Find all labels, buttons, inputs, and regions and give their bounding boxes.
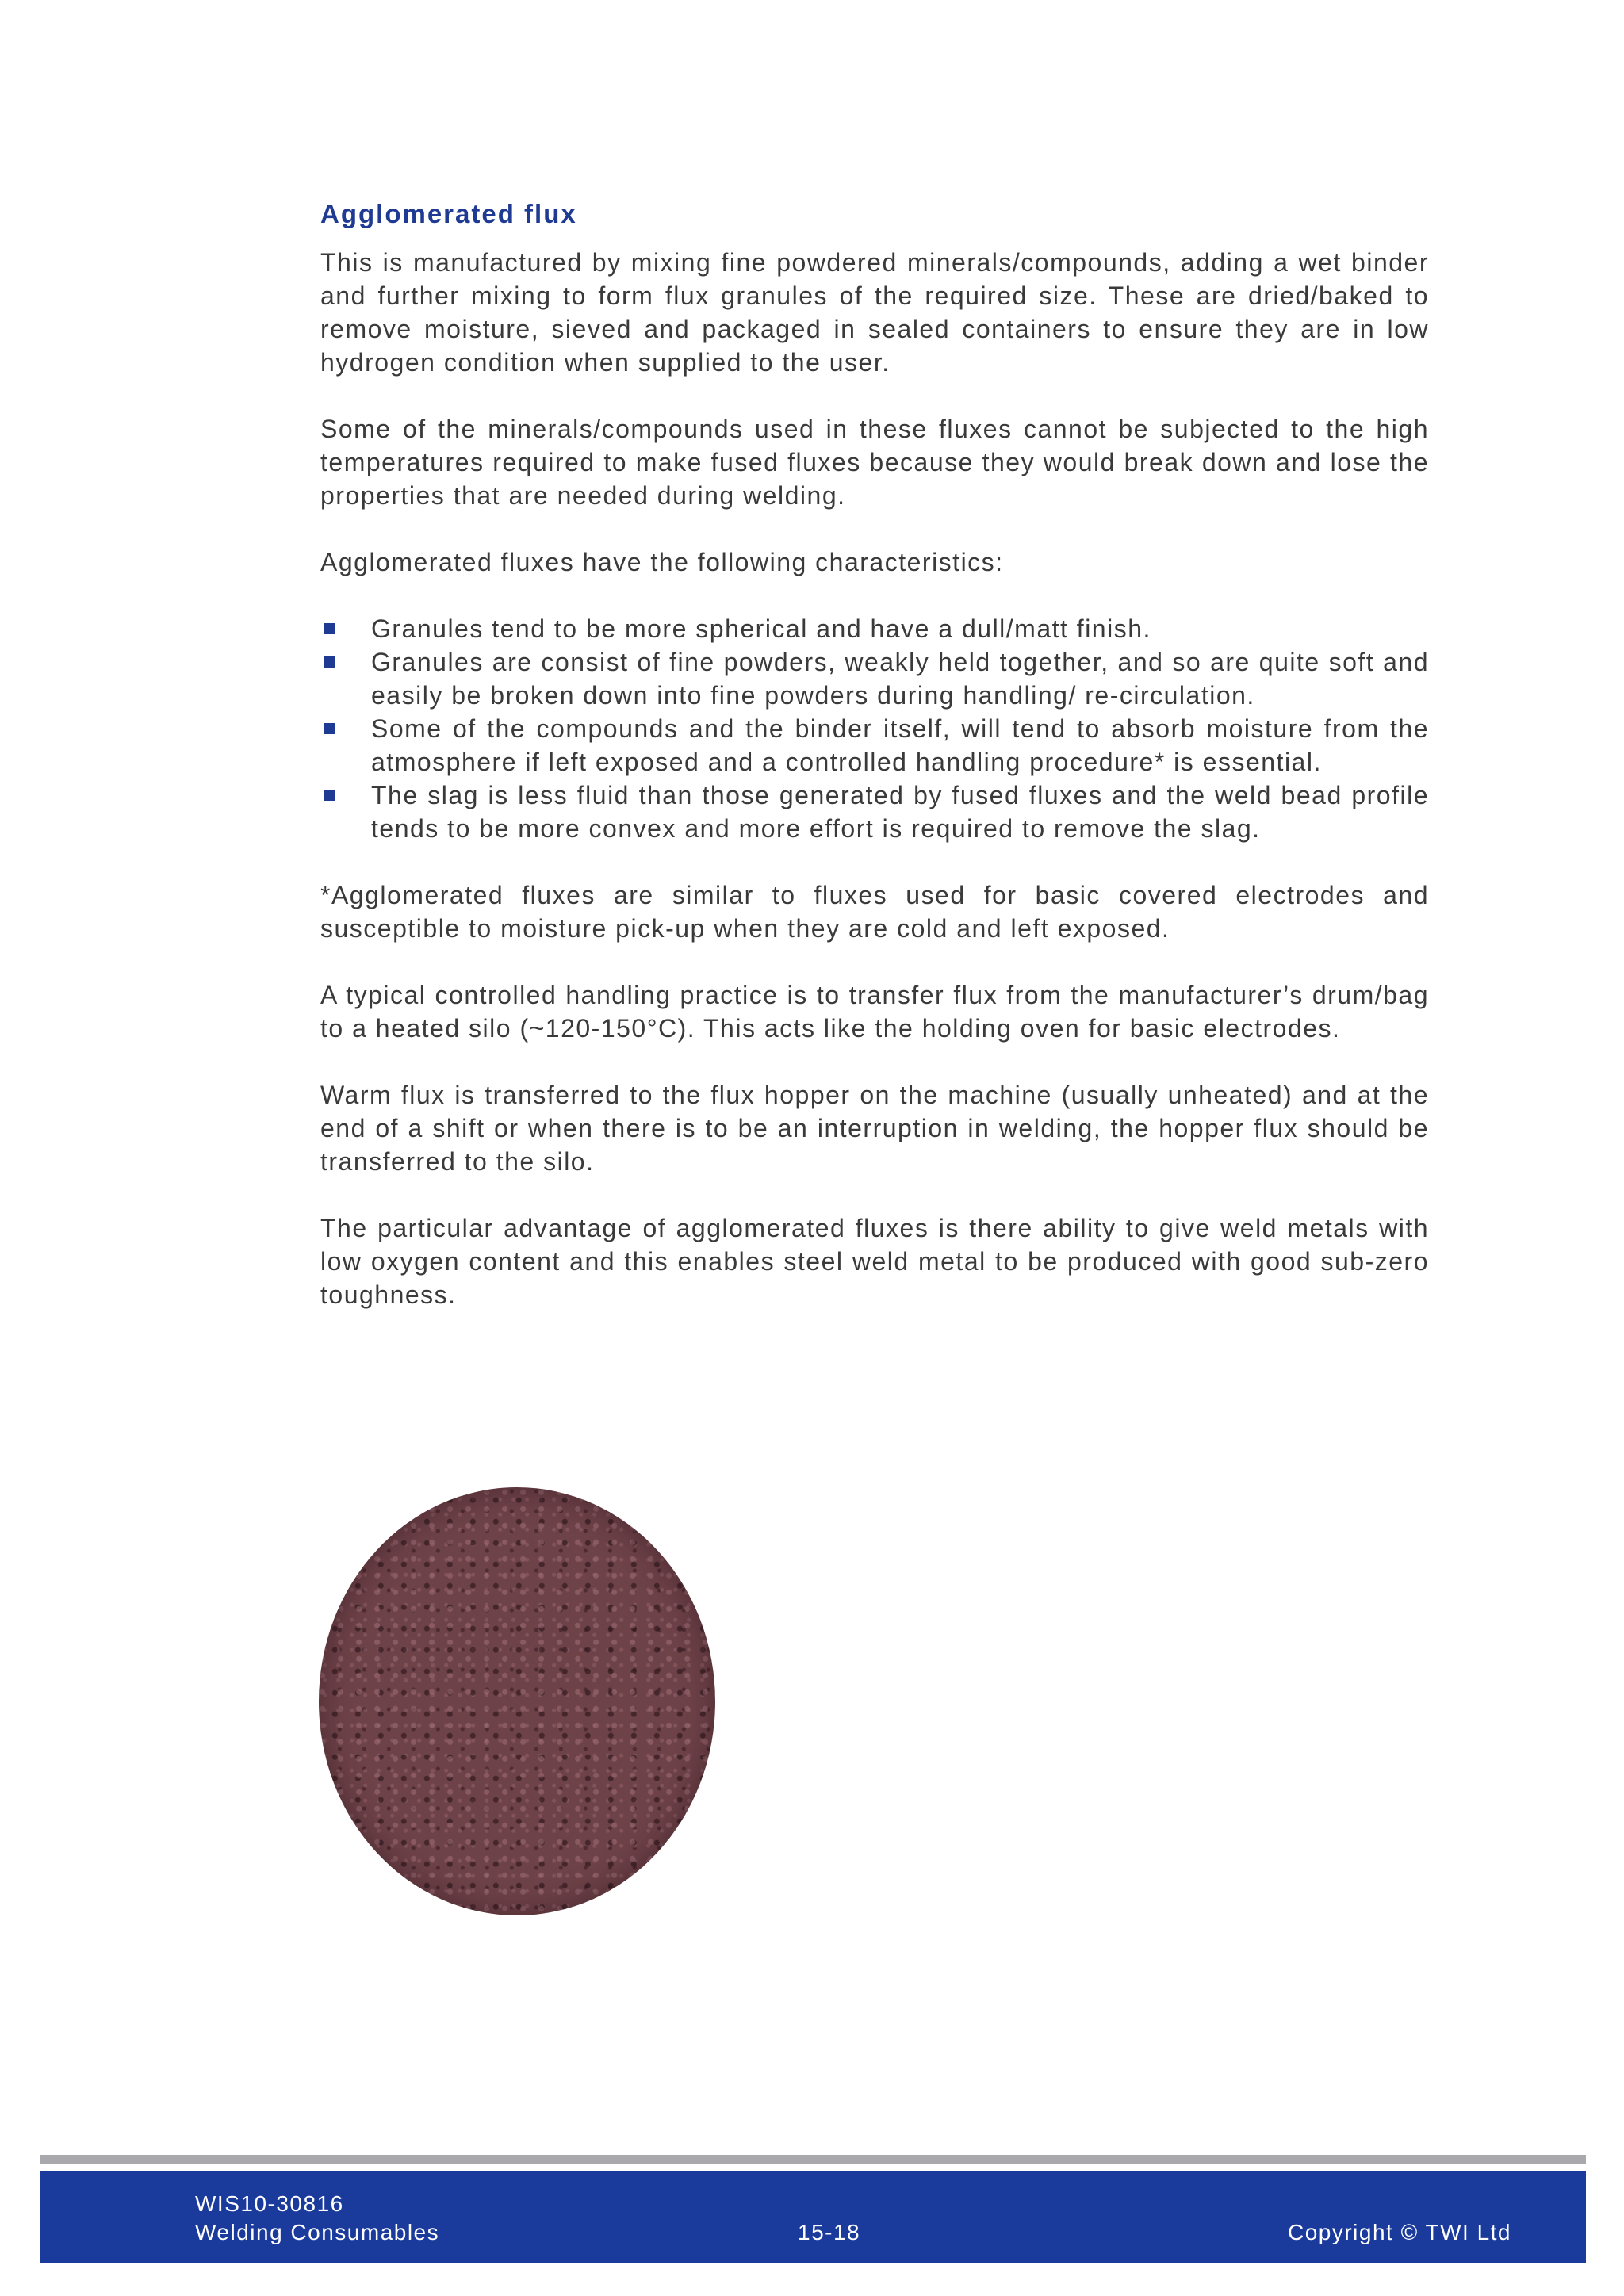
paragraph-manufacture: This is manufactured by mixing fine powdered minerals/compounds, adding a wet binder and further mixing to form flux granules of the required size. These are dried/baked to remove moisture, sieved and packaged in sealed containers to ensure they are in low hydrogen condition when supplied to the user. xyxy=(320,248,1429,377)
list-item xyxy=(320,712,1429,779)
page-footer xyxy=(40,2171,1586,2263)
square-bullet-icon xyxy=(324,623,335,634)
footer-page-number: 15-18 xyxy=(798,2220,861,2244)
page-content xyxy=(320,197,1429,1345)
footer-divider xyxy=(40,2155,1586,2164)
list-item-text: Some of the compounds and the binder itself, will tend to absorb moisture from the atmosphere if left exposed and a controlled handling procedure* is essential. xyxy=(371,714,1429,776)
list-item-text: Granules are consist of fine powders, weakly held together, and so are quite soft and easily be broken down into fine powders during handling/ re-circulation. xyxy=(371,648,1429,710)
paragraph-advantage: The particular advantage of agglomerated fluxes is there ability to give weld metals with low oxygen content and this enables steel weld metal to be produced with good sub-zero toughness. xyxy=(320,1214,1429,1309)
list-item xyxy=(320,612,1429,645)
paragraph-minerals: Some of the minerals/compounds used in these fluxes cannot be subjected to the high temperatures required to make fused fluxes because they would break down and lose the properties that are needed during welding. xyxy=(320,415,1429,510)
footer-document-id: WIS10-30816 xyxy=(195,2191,344,2216)
section-heading: Agglomerated flux xyxy=(320,199,577,228)
list-item xyxy=(320,779,1429,845)
paragraph-footnote: *Agglomerated fluxes are similar to fluxes used for basic covered electrodes and susceptible to moisture pick-up when they are cold and left exposed. xyxy=(320,881,1429,943)
agglomerated-flux-image xyxy=(319,1487,715,1915)
square-bullet-icon xyxy=(324,723,335,734)
footer-copyright: Copyright © TWI Ltd xyxy=(1287,2220,1511,2244)
square-bullet-icon xyxy=(324,656,335,668)
paragraph-handling-practice: A typical controlled handling practice is to transfer flux from the manufacturer’s drum/bag to a heated silo (~120-150°C). This acts like the holding oven for basic electrodes. xyxy=(320,981,1429,1043)
list-item-text: The slag is less fluid than those generated by fused fluxes and the weld bead profile tends to be more convex and more effort is required to remove the slag. xyxy=(371,781,1429,843)
paragraph-characteristics-intro: Agglomerated fluxes have the following characteristics: xyxy=(320,548,1004,576)
list-item xyxy=(320,645,1429,712)
footer-subject: Welding Consumables xyxy=(195,2220,440,2244)
paragraph-warm-flux: Warm flux is transferred to the flux hopper on the machine (usually unheated) and at the end of a shift or when there is to be an interruption in welding, the hopper flux should be transferred to the silo. xyxy=(320,1081,1429,1176)
list-item-text: Granules tend to be more spherical and have a dull/matt finish. xyxy=(371,614,1151,643)
characteristics-list xyxy=(320,612,1429,845)
square-bullet-icon xyxy=(324,790,335,801)
